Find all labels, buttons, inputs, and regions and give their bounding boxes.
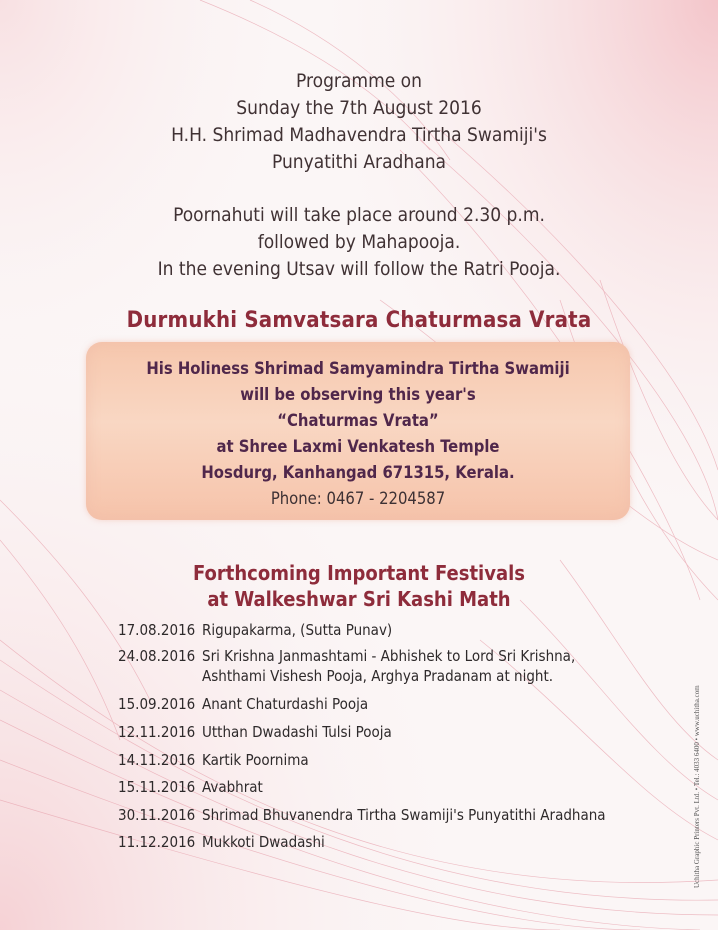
- festival-date: 15.11.2016: [118, 778, 196, 796]
- vrata-line: His Holiness Shrimad Samyamindra Tirtha Swamiji: [146, 359, 570, 378]
- festival-date: 24.08.2016: [118, 647, 196, 665]
- poornahuti-line: followed by Mahapooja.: [257, 231, 461, 253]
- printer-credit: Uchitha Graphic Printers Pvt. Ltd. • Tel.: 4033 6400 • www.uchitha.com: [693, 685, 701, 888]
- programme-line: Programme on: [296, 70, 422, 92]
- vrata-phone: Phone: 0467 - 2204587: [270, 489, 446, 508]
- festivals-title-line: Forthcoming Important Festivals: [193, 561, 525, 585]
- festival-row: [118, 777, 622, 797]
- festival-date: 17.08.2016: [118, 621, 196, 639]
- festival-name: Anant Chaturdashi Pooja: [202, 695, 369, 713]
- festival-name: Rigupakarma, (Sutta Punav): [202, 621, 393, 639]
- vrata-line: “Chaturmas Vrata”: [277, 411, 439, 430]
- festival-name: Kartik Poornima: [202, 751, 309, 769]
- festival-row: [118, 646, 622, 686]
- programme-line: H.H. Shrimad Madhavendra Tirtha Swamiji's: [171, 124, 547, 146]
- festival-date: 30.11.2016: [118, 806, 196, 824]
- festival-name: Shrimad Bhuvanendra Tirtha Swamiji's Punyatithi Aradhana: [202, 806, 606, 824]
- festivals-title: [0, 560, 718, 612]
- festival-row: [118, 750, 622, 770]
- programme-line: Punyatithi Aradhana: [271, 151, 447, 173]
- festival-row: [118, 805, 622, 825]
- festival-date: 14.11.2016: [118, 751, 196, 769]
- festival-name: Utthan Dwadashi Tulsi Pooja: [202, 723, 392, 741]
- festival-date: 15.09.2016: [118, 695, 196, 713]
- festival-name: Avabhrat: [202, 778, 263, 796]
- programme-heading: [0, 68, 718, 176]
- vrata-line: will be observing this year's: [240, 385, 476, 404]
- festival-row: [118, 620, 622, 640]
- festival-date: 12.11.2016: [118, 723, 196, 741]
- festivals-title-line: at Walkeshwar Sri Kashi Math: [207, 587, 511, 611]
- festival-name: Mukkoti Dwadashi: [202, 833, 325, 851]
- vrata-line: at Shree Laxmi Venkatesh Temple: [216, 437, 500, 456]
- poornahuti-line: In the evening Utsav will follow the Ratri Pooja.: [157, 258, 561, 280]
- programme-date: Sunday the 7th August 2016: [236, 97, 482, 119]
- poornahuti-line: Poornahuti will take place around 2.30 p.m.: [173, 204, 545, 226]
- vrata-title: Durmukhi Samvatsara Chaturmasa Vrata: [126, 308, 592, 333]
- festival-name: Sri Krishna Janmashtami - Abhishek to Lord Sri Krishna, Ashthami Vishesh Pooja, Arghya Pradanam at night.: [202, 647, 576, 685]
- festival-row: [118, 694, 622, 714]
- poornahuti-text: [0, 202, 718, 283]
- vrata-address: Hosdurg, Kanhangad 671315, Kerala.: [201, 463, 515, 482]
- festival-date: 11.12.2016: [118, 833, 196, 851]
- festival-row: [118, 832, 622, 852]
- festival-row: [118, 722, 622, 742]
- vrata-info-text: [86, 356, 630, 512]
